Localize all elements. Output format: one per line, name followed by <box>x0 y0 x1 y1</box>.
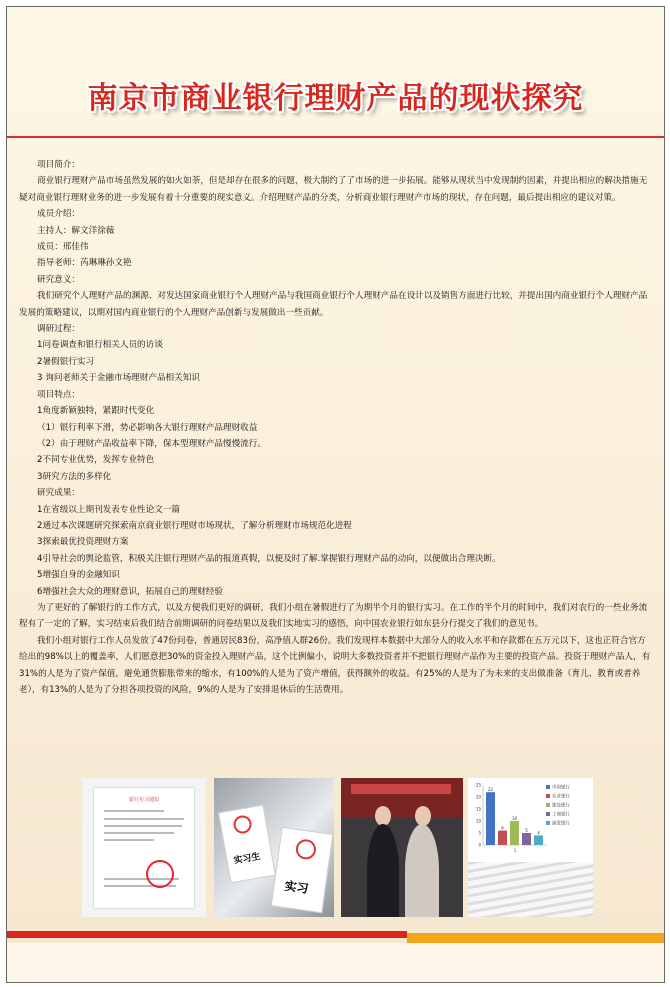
photo-team-members <box>341 778 463 917</box>
paragraph: 3研究方法的多样化 <box>37 471 112 482</box>
paragraph: 1在省级以上期刊发表专业性论文一篇 <box>37 504 181 515</box>
paragraph: 成员：邢佳伟 <box>37 242 89 253</box>
paragraph: （2）由于理财产品收益率下降，保本型理财产品慢慢流行。 <box>37 438 266 449</box>
legend-label: 建设银行 <box>552 803 570 809</box>
y-tick-label: 15 <box>475 806 481 812</box>
y-tick-label: 0 <box>478 842 481 848</box>
notice-heading: 银行实习通知 <box>128 797 159 803</box>
bank-sign <box>351 784 451 794</box>
paragraph: 指导老师：芮琳琳孙文艳 <box>37 258 132 269</box>
paragraph: 为了更好的了解银行的工作方式，以及方便我们更好的调研，我们小组在暑假进行了为期半个月的银行实习。在工作的半个月的时间中，我们对农行的一些业务流程有了一定的了解，实习结束后我们结合前期调研的问卷结果以及我们实地实习的感悟，向中国农业银行如东县分行提交了我们的意见书。 <box>19 602 648 630</box>
legend-label: 工商银行 <box>552 812 570 818</box>
title-divider <box>7 136 664 138</box>
photo-survey-chart <box>468 778 593 917</box>
legend-swatch <box>546 812 550 816</box>
bar <box>522 833 531 845</box>
paragraph: 4引导社会的舆论监管，积极关注银行理财产品的报道真假，以便及时了解.掌握银行理财产品的动向，以便做出合理决断。 <box>37 553 501 564</box>
paragraph: 研究成果： <box>37 488 81 499</box>
paragraph: 2暑假银行实习 <box>37 356 95 367</box>
paragraph: 6增强社会大众的理财意识，拓展自己的理财经验 <box>37 586 223 597</box>
paragraph: 1问卷调查和银行相关人员的访谈 <box>37 340 163 351</box>
paragraph: 3探索最优投资理财方案 <box>37 537 129 548</box>
y-tick-label: 5 <box>478 830 481 836</box>
red-stamp-icon <box>146 860 174 888</box>
bank-bar-chart <box>471 781 590 861</box>
paragraph: 项目特点： <box>37 389 81 400</box>
notice-document <box>94 788 194 908</box>
person-right <box>405 824 439 917</box>
y-tick-label: 10 <box>475 818 481 824</box>
bar <box>498 831 507 845</box>
legend-label: 中国银行 <box>552 785 570 791</box>
bar <box>510 821 519 845</box>
legend-swatch <box>546 821 550 825</box>
data-label: 6 <box>501 825 504 831</box>
paragraph: 研究意义： <box>37 274 81 285</box>
data-label: 4 <box>537 830 540 836</box>
intern-badge: 实习 <box>271 827 334 913</box>
intern-badge: 实习生 <box>218 805 276 884</box>
paragraph: 3 询问老师关于金融市场理财产品相关知识 <box>37 373 200 384</box>
paragraph: 商业银行理财产品市场虽然发展的如火如荼，但是却存在很多的问题，极大制约了了市场的进一步拓展。能够从现状当中发现制约因素，并提出相应的解决措施无疑对商业银行理财业务的进一步发展有着十分重要的现实意义。介绍理财产品的分类，分析商业银行理财产市场的现状，存在问题，最后提出相应的建议对策。 <box>19 176 648 203</box>
legend-swatch <box>546 785 550 789</box>
poster <box>6 6 665 983</box>
paragraph: 项目简介： <box>37 160 81 170</box>
photo-internship-notice <box>82 778 206 917</box>
y-tick-label: 20 <box>475 794 481 800</box>
paragraph: （1）银行利率下滑，势必影响各大银行理财产品理财收益 <box>37 422 258 433</box>
paragraph: 2不同专业优势，发挥专业特色 <box>37 455 155 466</box>
bar <box>486 792 495 845</box>
paragraph: 1角度新颖独特，紧跟时代变化 <box>37 406 155 417</box>
legend-label: 浦发银行 <box>552 821 570 827</box>
paragraph: 主持人：解文洋徐薇 <box>37 225 115 236</box>
paragraph: 我们小组对银行工作人员发放了47份问卷，普通居民83份，高净值人群26份。我们发现样本数据中大部分人的收入水平和存款都在五万元以下，这也正符合官方给出的98%以上的覆盖率，人们愿意把30%的资金投入理财产品，这个比例偏小，说明大多数投资者并不把银行理财产品作为主要的投资产品。投资于理财产品人，有31%的人是为了资产保值，避免通货膨胀带来的缩水，有100%的人是为了资产增值，获得额外的收益。有25%的人是为了为未来的支出做准备（育儿、教育或者养老），有13%的人是为了分担各项投资的风险，9%的人是为了安排退休后的生活费用。 <box>19 635 651 695</box>
paragraph: 5增强自身的金融知识 <box>37 570 120 581</box>
data-label: 10 <box>511 816 518 821</box>
paragraph: 调研过程： <box>37 324 81 335</box>
legend-swatch <box>546 794 550 798</box>
paragraph: 2通过本次课题研究探索南京商业银行理财市场现状，了解分析理财市场规范化进程 <box>37 520 352 531</box>
data-label: 22 <box>487 787 494 793</box>
x-axis-label: 1 <box>513 848 517 853</box>
photo-intern-badges <box>214 778 334 917</box>
legend-swatch <box>546 803 550 807</box>
data-label: 5 <box>525 828 528 833</box>
bar <box>534 835 543 845</box>
poster-title: 南京市商业银行理财产品的现状探究 <box>87 81 584 116</box>
paragraph: 成员介绍： <box>37 209 81 220</box>
legend-label: 农业银行 <box>552 794 570 800</box>
paragraph: 我们研究个人理财产品的渊源、对发达国家商业银行个人理财产品与我国商业银行个人理财产品在设计以及销售方面进行比较，并提出国内商业银行个人理财产品发展的策略建议，以期对国内商业银行的个人理财产品创新与发展做出一些贡献。 <box>19 291 648 318</box>
poster-body <box>19 157 652 698</box>
footer-area <box>7 943 664 982</box>
y-tick-label: 25 <box>475 782 481 788</box>
survey-papers <box>468 862 593 917</box>
footer-band <box>7 931 664 943</box>
person-left <box>367 824 399 917</box>
